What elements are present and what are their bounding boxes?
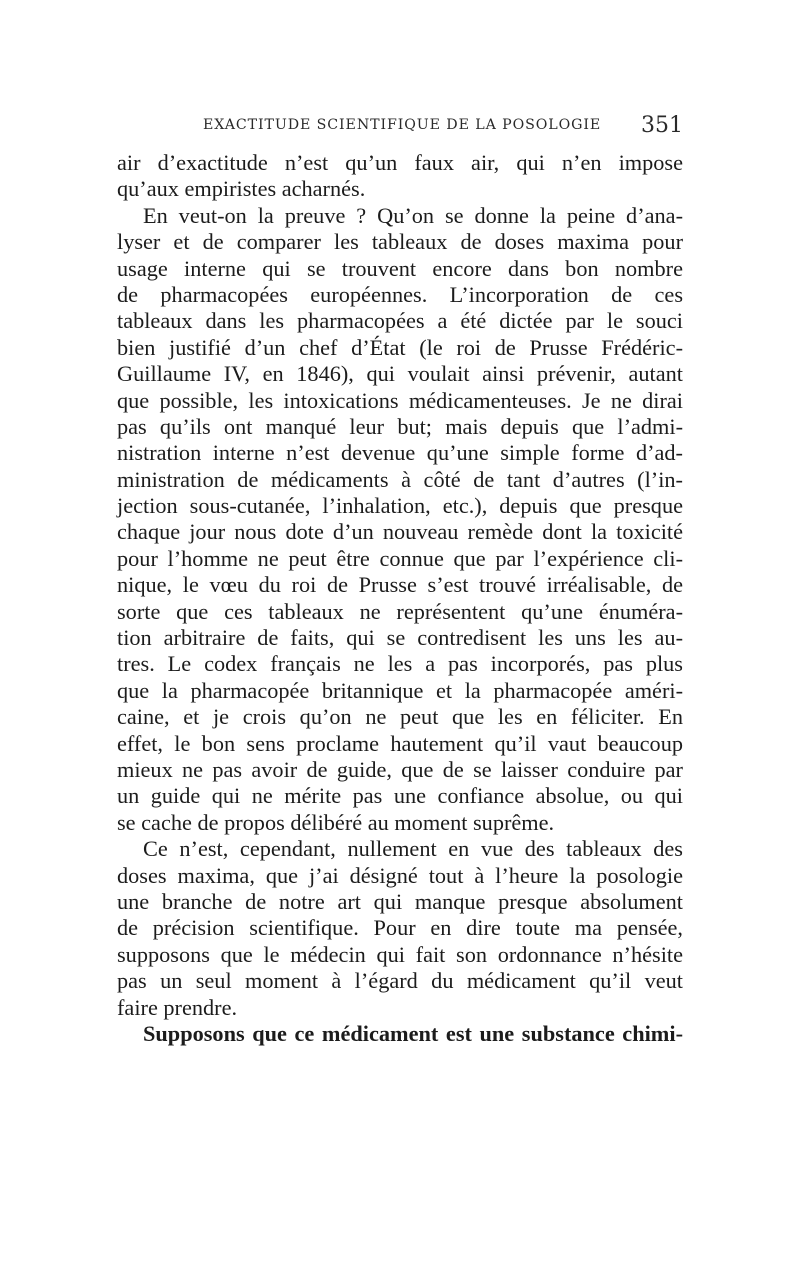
text-line: sorte que ces tableaux ne représentent qu’une énuméra- [117, 598, 683, 624]
text-line: pas qu’ils ont manqué leur but; mais depuis que l’admi- [117, 413, 683, 439]
text-line: que possible, les intoxications médicamenteuses. Je ne dirai [117, 387, 683, 413]
text-line: pour l’homme ne peut être connue que par l’expérience cli- [117, 545, 683, 571]
page-header [117, 113, 687, 139]
text-line: faire prendre. [117, 994, 238, 1020]
body-text [117, 150, 683, 1047]
running-title: EXACTITUDE SCIENTIFIQUE DE LA POSOLOGIE [203, 117, 602, 133]
text-line: tableaux dans les pharmacopées a été dictée par le souci [117, 308, 683, 334]
text-line: une branche de notre art qui manque presque absolument [117, 888, 683, 914]
text-line: qu’aux empiristes acharnés. [117, 176, 366, 202]
text-line: doses maxima, que j’ai désigné tout à l’heure la posologie [117, 862, 683, 888]
text-line: de pharmacopées européennes. L’incorporation de ces [117, 281, 683, 307]
text-line: se cache de propos délibéré au moment suprême. [117, 809, 555, 835]
text-line: de précision scientifique. Pour en dire toute ma pensée, [117, 915, 683, 941]
text-line: ministration de médicaments à côté de tant d’autres (l’in- [117, 466, 683, 492]
text-line: Supposons que ce médicament est une substance chimi- [143, 1020, 683, 1046]
text-line: effet, le bon sens proclame hautement qu’il vaut beaucoup [117, 730, 683, 756]
text-line: usage interne qui se trouvent encore dans bon nombre [117, 255, 683, 281]
text-line: bien justifié d’un chef d’État (le roi de Prusse Frédéric- [117, 334, 683, 360]
text-line: pas un seul moment à l’égard du médicament qu’il veut [117, 968, 683, 994]
text-line: tion arbitraire de faits, qui se contredisent les uns les au- [117, 625, 683, 651]
text-line: que la pharmacopée britannique et la pharmacopée améri- [117, 677, 683, 703]
text-line: un guide qui ne mérite pas une confiance absolue, ou qui [117, 783, 683, 809]
text-line: caine, et je crois qu’on ne peut que les en féliciter. En [117, 704, 683, 730]
text-line: nique, le vœu du roi de Prusse s’est trouvé irréalisable, de [117, 572, 683, 598]
text-line: jection sous-cutanée, l’inhalation, etc.), depuis que presque [117, 493, 683, 519]
text-line: tres. Le codex français ne les a pas incorporés, pas plus [117, 651, 683, 677]
text-line: nistration interne n’est devenue qu’une simple forme d’ad- [117, 440, 683, 466]
page-number: 351 [641, 113, 683, 138]
text-line: supposons que le médecin qui fait son ordonnance n’hésite [117, 941, 683, 967]
text-line: mieux ne pas avoir de guide, que de se laisser conduire par [117, 756, 683, 782]
text-line: chaque jour nous dote d’un nouveau remède dont la toxicité [117, 519, 683, 545]
text-line: air d’exactitude n’est qu’un faux air, qui n’en impose [117, 150, 683, 175]
text-line: Guillaume IV, en 1846), qui voulait ainsi prévenir, autant [117, 361, 683, 387]
text-line: Ce n’est, cependant, nullement en vue des tableaux des [143, 836, 683, 862]
text-line: En veut-on la preuve ? Qu’on se donne la peine d’ana- [143, 202, 683, 228]
text-line: lyser et de comparer les tableaux de doses maxima pour [117, 229, 683, 255]
